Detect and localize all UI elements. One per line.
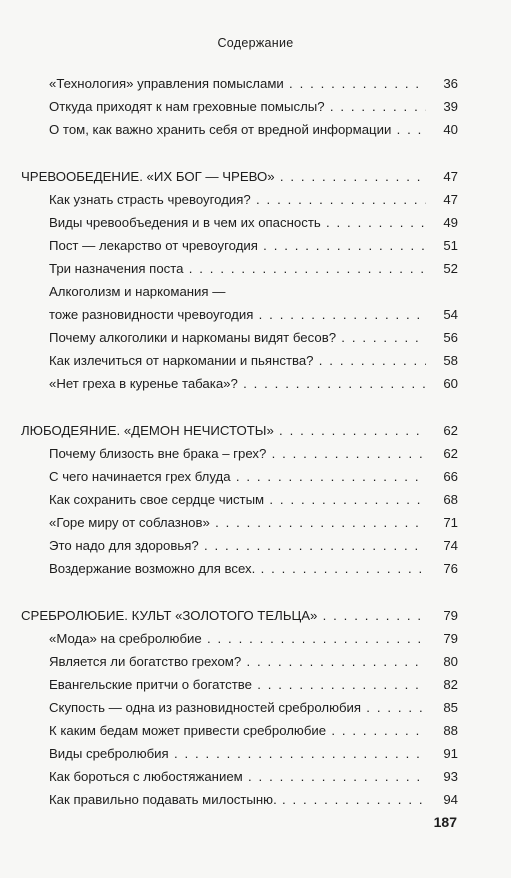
toc-entry[interactable] [49,211,458,234]
toc-entry[interactable] [49,95,458,118]
toc-entry-title: Три назначения поста . . . [49,257,426,280]
toc-entry[interactable] [49,234,458,257]
toc-entry[interactable] [49,280,458,326]
toc-entry-title: Почему близость вне брака – грех? . . . [49,442,426,465]
toc-entry-title: Это надо для здоровья? . . . [49,534,426,557]
toc-entry-title: Как узнать страсть чревоугодия? . . . [49,188,426,211]
toc-entry[interactable] [49,742,458,765]
toc-entry-title: Евангельские притчи о богатстве . . . [49,673,426,696]
toc-entry-page: 60 [443,376,458,391]
toc-entry[interactable] [49,765,458,788]
toc-entry-title: Как бороться с любостяжанием . . . [49,765,426,788]
toc-entry-title: «Горе миру от соблазнов» . . . [49,511,426,534]
toc-entry[interactable] [49,465,458,488]
toc-entry-page: 91 [443,746,458,761]
toc-entry-page: 71 [443,515,458,530]
table-of-contents [0,72,511,811]
toc-entry[interactable] [49,257,458,280]
toc-entry-page: 66 [443,469,458,484]
toc-entry[interactable] [49,627,458,650]
toc-entry-page: 49 [443,215,458,230]
toc-entry-page: 80 [443,654,458,669]
toc-entry-page: 54 [443,307,458,322]
toc-entry[interactable] [49,118,458,141]
toc-section-title: ЧРЕВООБЕДЕНИЕ. «ИХ БОГ — ЧРЕВО» . . . [21,165,426,188]
toc-entry-page: 68 [443,492,458,507]
toc-entry[interactable] [49,188,458,211]
toc-section-title: ЛЮБОДЕЯНИЕ. «ДЕМОН НЕЧИСТОТЫ» . . . [21,419,426,442]
toc-section-page: 79 [443,608,458,623]
toc-entry-title: Почему алкоголики и наркоманы видят бесов? . . . [49,326,426,349]
toc-entry-page: 47 [443,192,458,207]
toc-entry-title: Как сохранить свое сердце чистым . . . [49,488,426,511]
toc-entry-page: 62 [443,446,458,461]
toc-entry[interactable] [49,511,458,534]
toc-entry-title: К каким бедам может привести сребролюбие . . . [49,719,426,742]
toc-entry[interactable] [49,650,458,673]
toc-entry-title: Откуда приходят к нам греховные помыслы? . . . [49,95,426,118]
toc-section-page: 47 [443,169,458,184]
toc-entry-page: 82 [443,677,458,692]
toc-entry-title: Пост — лекарство от чревоугодия . . . [49,234,426,257]
toc-entry-page: 94 [443,792,458,807]
toc-entry[interactable] [49,372,458,395]
toc-entry-page: 51 [443,238,458,253]
toc-entry-page: 36 [443,76,458,91]
toc-entry[interactable] [49,788,458,811]
toc-entry-page: 88 [443,723,458,738]
toc-entry-title: С чего начинается грех блуда . . . [49,465,426,488]
page-number: 187 [433,814,457,830]
toc-entry-page: 74 [443,538,458,553]
toc-entry-title: Виды чревообъедения и в чем их опасность . . . [49,211,426,234]
toc-entry-title: Виды сребролюбия . . . [49,742,426,765]
toc-entry-title: Как правильно подавать милостыню. . . . [49,788,426,811]
toc-entry[interactable] [49,349,458,372]
toc-entry[interactable] [49,326,458,349]
toc-entry-title: тоже разновидности чревоугодия . . . [49,303,426,326]
toc-entry[interactable] [49,488,458,511]
toc-entry-page: 79 [443,631,458,646]
toc-entry-title: Является ли богатство грехом? . . . [49,650,426,673]
toc-entry[interactable] [49,696,458,719]
toc-entry-title: Воздержание возможно для всех. . . . [49,557,426,580]
toc-entry-title: «Нет греха в куренье табака»? . . . [49,372,426,395]
toc-entry-page: 39 [443,99,458,114]
toc-entry-page: 93 [443,769,458,784]
toc-entry-page: 76 [443,561,458,576]
toc-section-heading[interactable] [21,165,458,188]
toc-section-title: СРЕБРОЛЮБИЕ. КУЛЬТ «ЗОЛОТОГО ТЕЛЬЦА» . . . [21,604,426,627]
toc-entry-title: «Мода» на сребролюбие . . . [49,627,426,650]
toc-entry-page: 85 [443,700,458,715]
toc-section-heading[interactable] [21,419,458,442]
toc-entry-page: 58 [443,353,458,368]
toc-entry[interactable] [49,719,458,742]
toc-entry-page: 52 [443,261,458,276]
toc-entry-title-line1: Алкоголизм и наркомания — [49,284,226,299]
toc-section-page: 62 [443,423,458,438]
toc-entry[interactable] [49,673,458,696]
toc-entry[interactable] [49,72,458,95]
toc-section-heading[interactable] [21,604,458,627]
toc-entry-title: О том, как важно хранить себя от вредной информации . . . [49,118,426,141]
toc-entry[interactable] [49,534,458,557]
toc-entry-title: Скупость — одна из разновидностей сребролюбия . . . [49,696,426,719]
running-header: Содержание [217,36,294,50]
toc-entry-title: Как излечиться от наркомании и пьянства? . . . [49,349,426,372]
toc-entry[interactable] [49,442,458,465]
toc-entry-title: «Технология» управления помыслами . . . [49,72,426,95]
toc-entry-page: 40 [443,122,458,137]
toc-entry-page: 56 [443,330,458,345]
toc-entry[interactable] [49,557,458,580]
